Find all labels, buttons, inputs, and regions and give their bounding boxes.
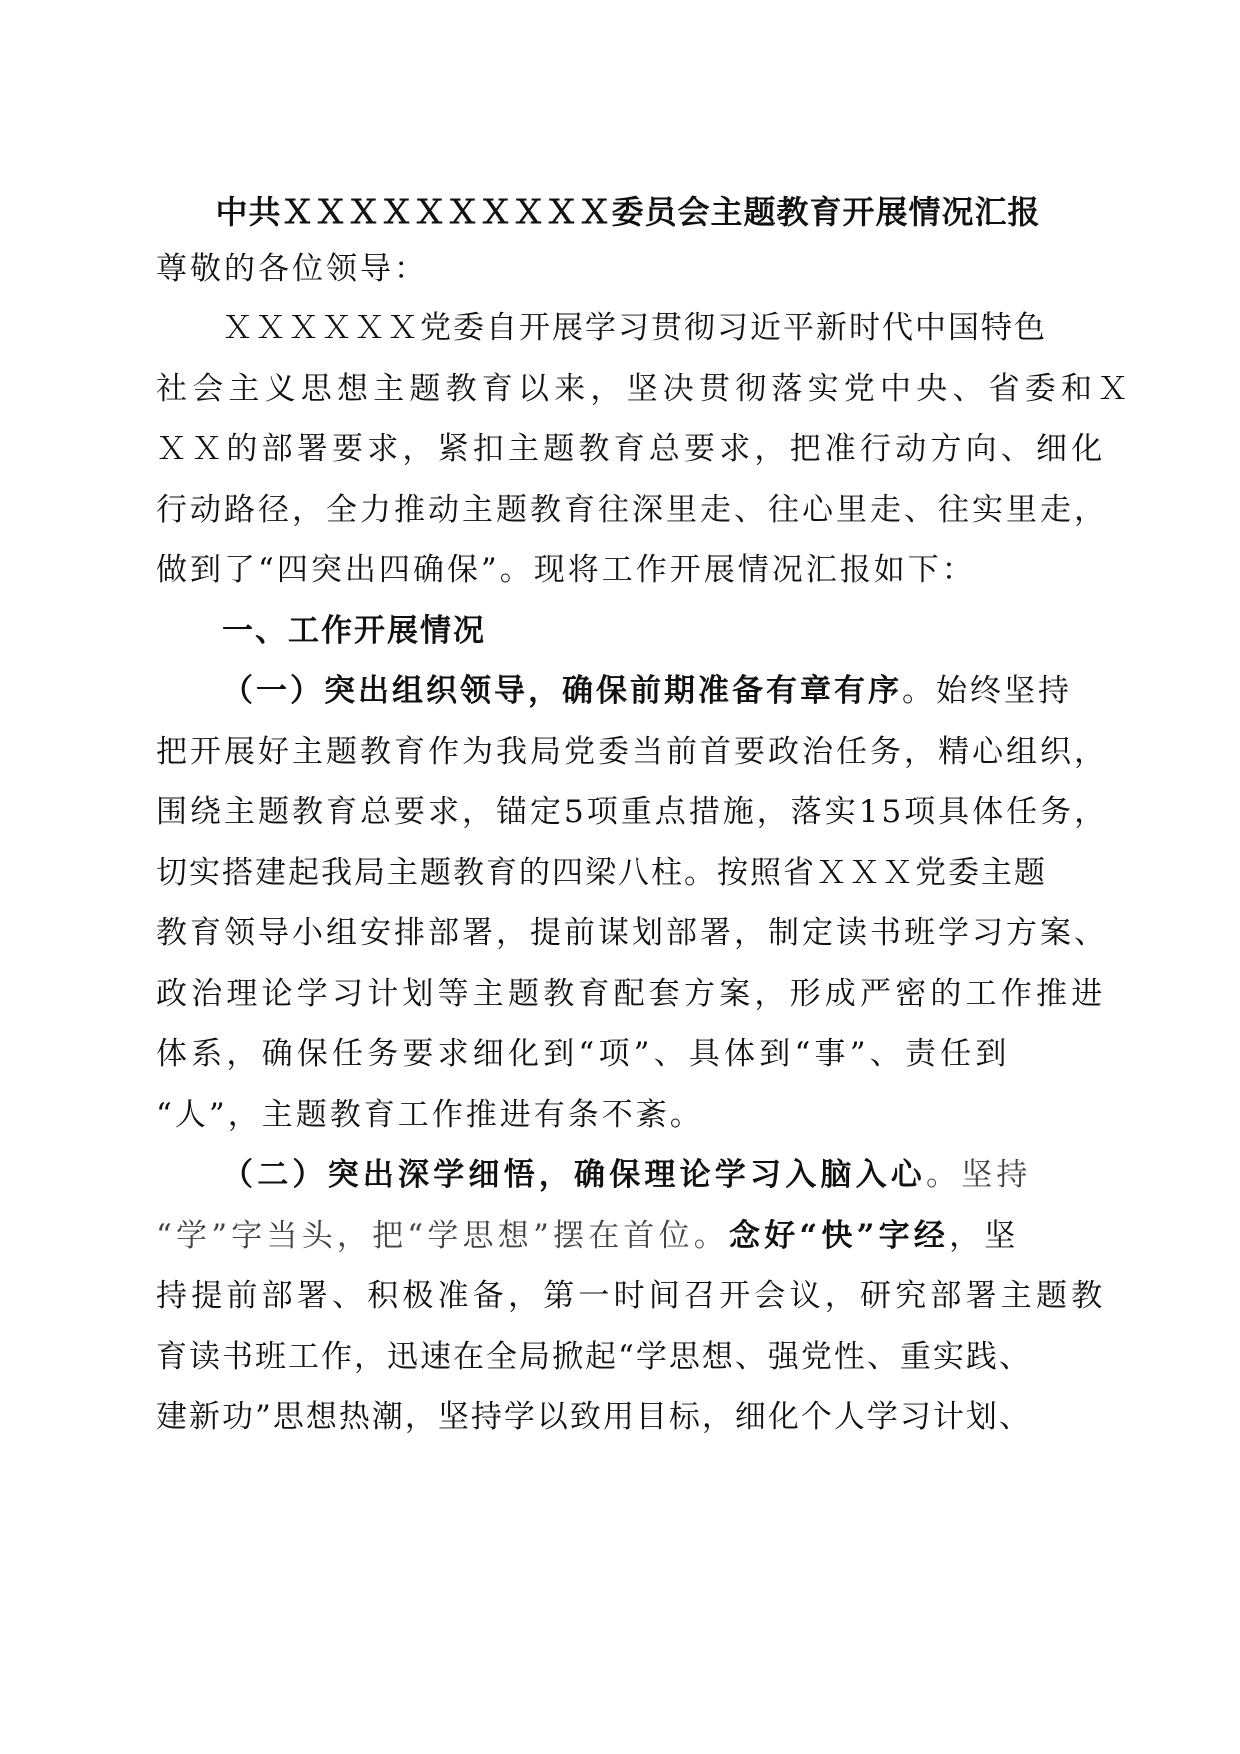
subsection-1-line-6: 政治理论学习计划等主题教育配套方案，形成严密的工作推进 bbox=[156, 975, 1107, 1012]
subsection-1-first-line-tail: 。始终坚持 bbox=[902, 673, 1072, 709]
subsection-2-first-line bbox=[156, 1145, 1100, 1206]
subsection-2-heading: （二）突出深学细悟，确保理论学习入脑入心 bbox=[222, 1157, 926, 1193]
subsection-1-first-line bbox=[156, 661, 1100, 722]
subsection-1-line-4: 切实搭建起我局主题教育的四梁八柱。按照省ＸＸＸ党委主题 bbox=[156, 854, 1047, 891]
intro-line-2: 社会主义思想主题教育以来，坚决贯彻落实党中央、省委和Ｘ bbox=[156, 370, 1134, 407]
section-heading-1: 一、工作开展情况 bbox=[222, 612, 486, 649]
document-title: 中共ＸＸＸＸＸＸＸＸＸＸ委员会主题教育开展情况汇报 bbox=[215, 193, 1041, 231]
subsection-1-line-2: 把开展好主题教育作为我局党委当前首要政治任务，精心组织， bbox=[156, 733, 1108, 770]
subsection-1-heading: （一）突出组织领导，确保前期准备有章有序 bbox=[222, 673, 902, 709]
subsection-1-line-7: 体系，确保任务要求细化到“项”、具体到“事”、责任到 bbox=[156, 1036, 1011, 1072]
subsection-2-line-2-bold: 念好“快”字经 bbox=[729, 1217, 950, 1254]
subsection-2-line-2-after: ，坚 bbox=[949, 1217, 1020, 1254]
salutation: 尊敬的各位领导： bbox=[156, 251, 428, 287]
subsection-2-line-3: 持提前部署、积极准备，第一时间召开会议，研究部署主题教 bbox=[156, 1278, 1107, 1314]
intro-line-3: ＸＸ的部署要求，紧扣主题教育总要求，把准行动方向、细化 bbox=[156, 431, 1107, 467]
intro-line-5: 做到了“四突出四确保”。现将工作开展情况汇报如下： bbox=[156, 552, 976, 588]
subsection-1-line-8: “人”，主题教育工作推进有条不紊。 bbox=[156, 1096, 704, 1133]
intro-line-1: ＸＸＸＸＸＸ党委自开展学习贯彻习近平新时代中国特色 bbox=[222, 310, 1047, 346]
subsection-2-line-4: 育读书班工作，迅速在全局掀起“学思想、强党性、重实践、 bbox=[156, 1338, 1032, 1375]
subsection-2-line-2 bbox=[156, 1206, 1100, 1267]
subsection-2-line-5: 建新功”思想热潮，坚持学以致用目标，细化个人学习计划、 bbox=[156, 1399, 1032, 1435]
document-body bbox=[156, 184, 1134, 1448]
subsection-1-line-3: 围绕主题教育总要求，锚定5项重点措施，落实15项具体任务， bbox=[156, 794, 1109, 830]
subsection-1-line-5: 教育领导小组安排部署，提前谋划部署，制定读书班学习方案、 bbox=[156, 915, 1108, 951]
subsection-2-first-line-tail: 。坚持 bbox=[926, 1157, 1032, 1193]
subsection-2-line-2-before: “学”字当头，把“学思想”摆在首位。 bbox=[156, 1217, 729, 1254]
intro-line-4: 行动路径，全力推动主题教育往深里走、往心里走、往实里走， bbox=[156, 491, 1108, 528]
